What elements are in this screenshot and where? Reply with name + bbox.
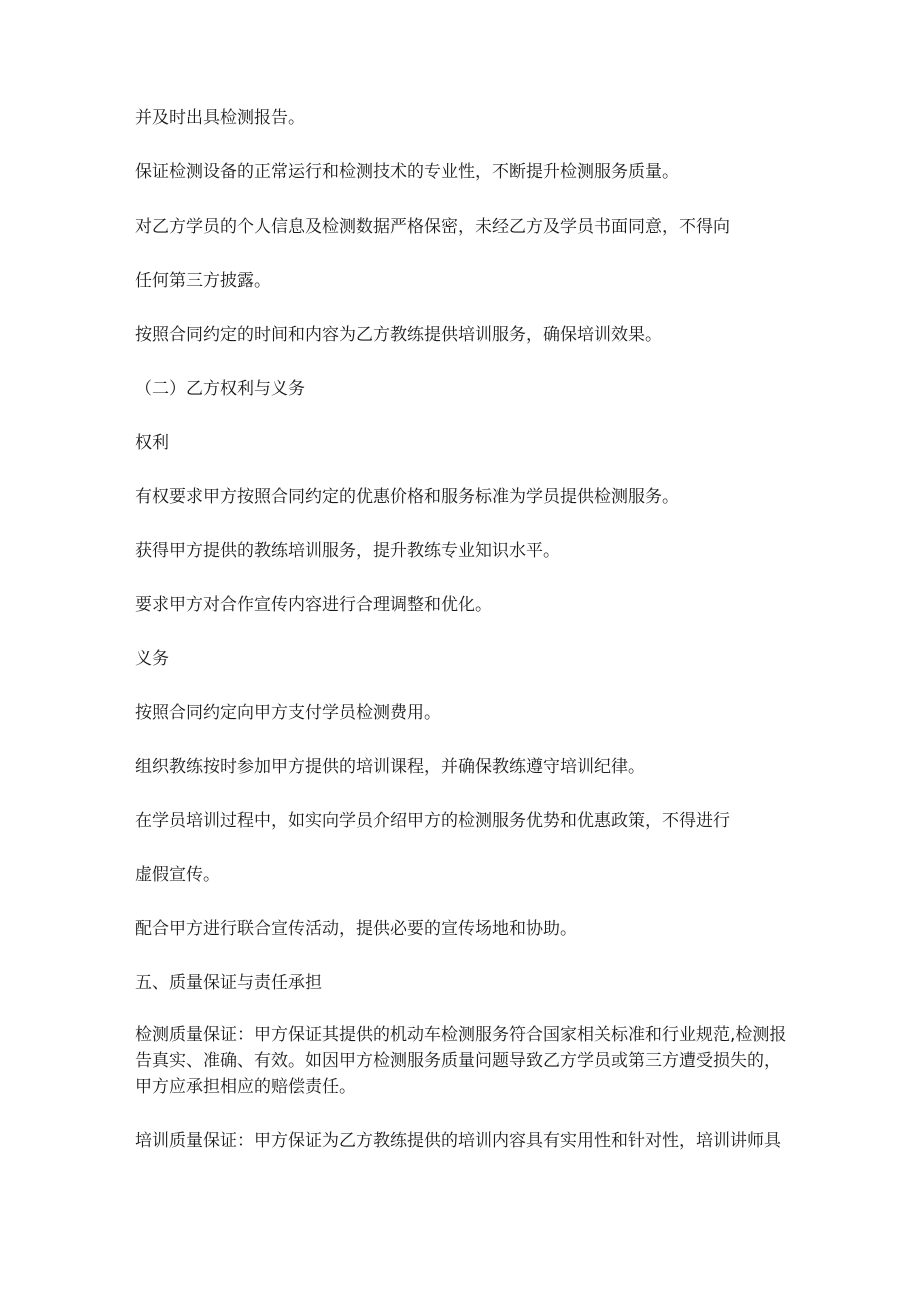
text-line: 对乙方学员的个人信息及检测数据严格保密，未经乙方及学员书面同意，不得向: [135, 217, 730, 237]
text-line: 配合甲方进行联合宣传活动，提供必要的宣传场地和协助。: [135, 919, 577, 939]
section-heading: （二）乙方权利与义务: [135, 379, 305, 399]
text-line: 培训质量保证：甲方保证为乙方教练提供的培训内容具有实用性和针对性，培训讲师具: [135, 1131, 781, 1151]
subsection-heading: 权利: [135, 433, 169, 453]
text-line: 保证检测设备的正常运行和检测技术的专业性，不断提升检测服务质量。: [135, 162, 679, 182]
text-line: 任何第三方披露。: [135, 271, 271, 291]
text-line: 要求甲方对合作宣传内容进行合理调整和优化。: [135, 595, 492, 615]
text-line: 组织教练按时参加甲方提供的培训课程，并确保教练遵守培训纪律。: [135, 757, 645, 777]
quality-guarantee-paragraph: 检测质量保证：甲方保证其提供的机动车检测服务符合国家相关标准和行业规范,检测报告真实、准确、有效。如因甲方检测服务质量问题导致乙方学员或第三方遭受损失的，甲方应承担相应的赔偿责任。: [135, 1025, 787, 1097]
subsection-heading: 义务: [135, 649, 169, 669]
text-line: 虚假宣传。: [135, 865, 220, 885]
text-line: 获得甲方提供的教练培训服务，提升教练专业知识水平。: [135, 541, 560, 561]
section-heading: 五、质量保证与责任承担: [135, 973, 322, 993]
text-line: 在学员培训过程中，如实向学员介绍甲方的检测服务优势和优惠政策，不得进行: [135, 811, 730, 831]
text-line: 并及时出具检测报告。: [135, 108, 305, 128]
text-line: 按照合同约定向甲方支付学员检测费用。: [135, 703, 441, 723]
text-line: 按照合同约定的时间和内容为乙方教练提供培训服务，确保培训效果。: [135, 325, 662, 345]
text-line: 有权要求甲方按照合同约定的优惠价格和服务标准为学员提供检测服务。: [135, 487, 679, 507]
